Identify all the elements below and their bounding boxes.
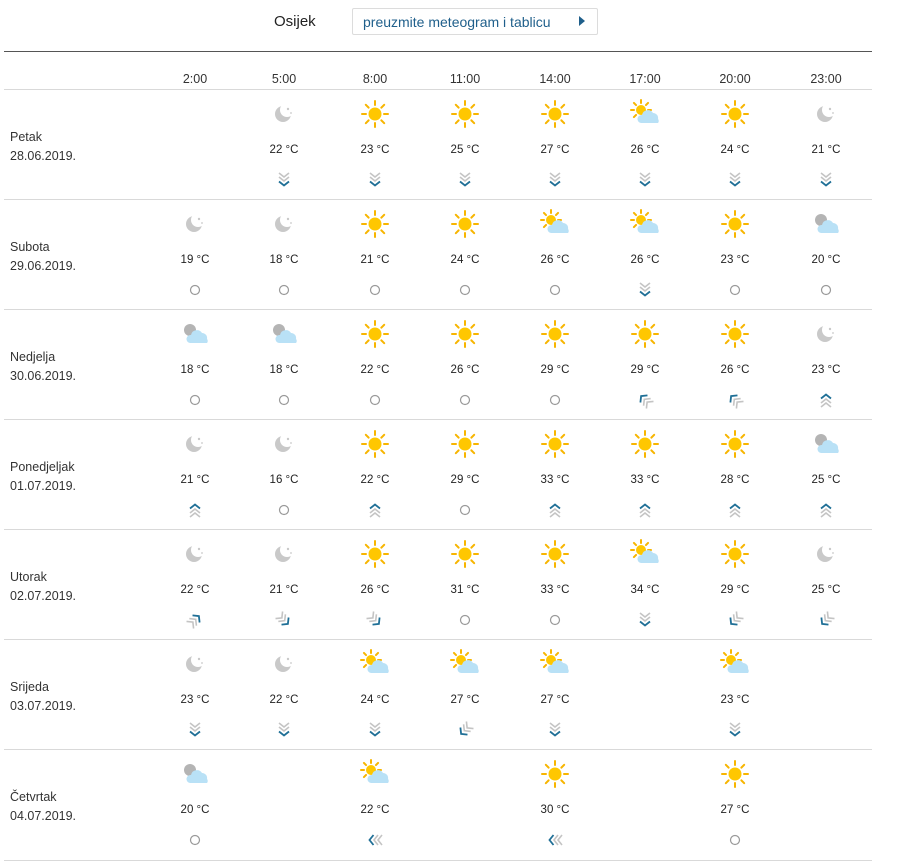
- calm-icon: [455, 390, 475, 410]
- wind-left-icon: [365, 830, 385, 850]
- temperature: 18 °C: [269, 254, 299, 266]
- forecast-cell: [786, 200, 866, 310]
- forecast-cell: [155, 200, 235, 310]
- temperature: 25 °C: [450, 144, 480, 156]
- temperature: 33 °C: [540, 474, 570, 486]
- temperature: 18 °C: [180, 364, 210, 376]
- sun-cloud-icon: [630, 99, 660, 129]
- moon-icon: [269, 209, 299, 239]
- forecast-cell: [155, 530, 235, 640]
- forecast-cell: [605, 530, 685, 640]
- wind-down-icon: [274, 170, 294, 190]
- calm-icon: [274, 390, 294, 410]
- day-label: [10, 238, 76, 276]
- sun-icon: [540, 429, 570, 459]
- hour-label-1100: 11:00: [449, 72, 481, 86]
- temperature: 22 °C: [180, 584, 210, 596]
- sun-icon: [720, 539, 750, 569]
- forecast-cell: [786, 90, 866, 200]
- sun-cloud-icon: [450, 649, 480, 679]
- sun-cloud-icon: [360, 759, 390, 789]
- download-meteogram-button[interactable]: [352, 8, 598, 35]
- wind-down-icon: [455, 170, 475, 190]
- temperature: 29 °C: [540, 364, 570, 376]
- temperature: 27 °C: [720, 804, 750, 816]
- forecast-cell: [425, 310, 505, 420]
- temperature: 19 °C: [180, 254, 210, 266]
- calm-icon: [455, 500, 475, 520]
- moon-cloud-icon: [811, 429, 841, 459]
- forecast-cell: [425, 200, 505, 310]
- calm-icon: [725, 280, 745, 300]
- wind-down-icon: [365, 170, 385, 190]
- forecast-cell: [335, 310, 415, 420]
- moon-icon: [180, 649, 210, 679]
- sun-icon: [540, 759, 570, 789]
- day-row-2: [4, 199, 872, 310]
- wind-downleft-icon: [455, 720, 475, 740]
- temperature: 33 °C: [540, 584, 570, 596]
- sun-icon: [630, 319, 660, 349]
- day-label: [10, 568, 76, 606]
- city-name: Osijek: [274, 13, 316, 30]
- temperature: 22 °C: [269, 694, 299, 706]
- moon-cloud-icon: [811, 209, 841, 239]
- forecast-cell: [335, 200, 415, 310]
- wind-up-icon: [635, 500, 655, 520]
- forecast-cell: [515, 200, 595, 310]
- sun-icon: [450, 99, 480, 129]
- wind-downleft-icon: [816, 610, 836, 630]
- temperature: 28 °C: [720, 474, 750, 486]
- temperature: 20 °C: [811, 254, 841, 266]
- forecast-cell: [605, 310, 685, 420]
- sun-icon: [360, 99, 390, 129]
- forecast-cell: [515, 90, 595, 200]
- wind-down-icon: [545, 170, 565, 190]
- hour-label-800: 8:00: [362, 72, 388, 86]
- calm-icon: [274, 500, 294, 520]
- forecast-cell: [695, 640, 775, 750]
- sun-icon: [720, 759, 750, 789]
- temperature: 23 °C: [811, 364, 841, 376]
- temperature: 24 °C: [360, 694, 390, 706]
- calm-icon: [545, 390, 565, 410]
- forecast-cell: [425, 640, 505, 750]
- forecast-cell: [515, 310, 595, 420]
- forecast-cell: [155, 750, 235, 860]
- wind-upleft-icon: [635, 390, 655, 410]
- wind-down-icon: [545, 720, 565, 740]
- wind-upleft-icon: [725, 390, 745, 410]
- forecast-cell: [786, 420, 866, 530]
- wind-up-icon: [725, 500, 745, 520]
- divider: [4, 51, 872, 52]
- sun-icon: [540, 539, 570, 569]
- day-row-4: [4, 419, 872, 530]
- forecast-cell: [244, 200, 324, 310]
- sun-icon: [630, 429, 660, 459]
- day-label: [10, 128, 76, 166]
- wind-up-icon: [365, 500, 385, 520]
- forecast-cell: [155, 640, 235, 750]
- sun-icon: [720, 99, 750, 129]
- hour-header-row: [0, 72, 906, 88]
- sun-icon: [540, 99, 570, 129]
- day-label: [10, 348, 76, 386]
- wind-down-icon: [635, 170, 655, 190]
- temperature: 22 °C: [360, 364, 390, 376]
- temperature: 27 °C: [540, 144, 570, 156]
- temperature: 34 °C: [630, 584, 660, 596]
- day-name: Četvrtak: [10, 790, 57, 804]
- forecast-cell: [335, 420, 415, 530]
- temperature: 25 °C: [811, 584, 841, 596]
- sun-cloud-icon: [630, 539, 660, 569]
- forecast-cell: [695, 200, 775, 310]
- calm-icon: [274, 280, 294, 300]
- sun-cloud-icon: [630, 209, 660, 239]
- wind-up-icon: [816, 390, 836, 410]
- sun-icon: [720, 209, 750, 239]
- forecast-cell: [605, 90, 685, 200]
- sun-icon: [450, 319, 480, 349]
- hour-label-2300: 23:00: [810, 72, 842, 86]
- forecast-cell: [244, 640, 324, 750]
- sun-icon: [450, 429, 480, 459]
- calm-icon: [816, 280, 836, 300]
- day-name: Petak: [10, 130, 42, 144]
- temperature: 23 °C: [720, 254, 750, 266]
- day-date: 30.06.2019.: [10, 369, 77, 383]
- sun-cloud-icon: [720, 649, 750, 679]
- calm-icon: [185, 390, 205, 410]
- sun-icon: [540, 319, 570, 349]
- day-label: [10, 458, 76, 496]
- temperature: 23 °C: [180, 694, 210, 706]
- sun-icon: [450, 539, 480, 569]
- moon-icon: [811, 539, 841, 569]
- temperature: 23 °C: [360, 144, 390, 156]
- sun-icon: [360, 539, 390, 569]
- temperature: 29 °C: [450, 474, 480, 486]
- forecast-cell: [786, 530, 866, 640]
- sun-cloud-icon: [540, 209, 570, 239]
- hour-label-1400: 14:00: [539, 72, 571, 86]
- wind-up-icon: [545, 500, 565, 520]
- sun-icon: [720, 319, 750, 349]
- temperature: 29 °C: [720, 584, 750, 596]
- wind-upright-icon: [185, 610, 205, 630]
- sun-cloud-icon: [540, 649, 570, 679]
- temperature: 21 °C: [811, 144, 841, 156]
- wind-downright-icon: [365, 610, 385, 630]
- day-name: Nedjelja: [10, 350, 56, 364]
- calm-icon: [545, 610, 565, 630]
- calm-icon: [185, 280, 205, 300]
- day-row-1: [4, 89, 872, 200]
- temperature: 20 °C: [180, 804, 210, 816]
- forecast-cell: [515, 530, 595, 640]
- wind-down-icon: [635, 280, 655, 300]
- wind-down-icon: [635, 610, 655, 630]
- calm-icon: [545, 280, 565, 300]
- day-name: Subota: [10, 240, 50, 254]
- sun-cloud-icon: [360, 649, 390, 679]
- temperature: 31 °C: [450, 584, 480, 596]
- temperature: 21 °C: [180, 474, 210, 486]
- day-date: 28.06.2019.: [10, 149, 77, 163]
- calm-icon: [365, 390, 385, 410]
- hour-label-200: 2:00: [182, 72, 208, 86]
- calm-icon: [455, 280, 475, 300]
- day-date: 29.06.2019.: [10, 259, 77, 273]
- moon-cloud-icon: [269, 319, 299, 349]
- forecast-cell: [515, 640, 595, 750]
- temperature: 26 °C: [540, 254, 570, 266]
- play-arrow-icon: [579, 16, 585, 26]
- header: [0, 0, 906, 52]
- temperature: 24 °C: [720, 144, 750, 156]
- hour-label-2000: 20:00: [719, 72, 751, 86]
- temperature: 22 °C: [360, 474, 390, 486]
- temperature: 26 °C: [630, 254, 660, 266]
- temperature: 18 °C: [269, 364, 299, 376]
- forecast-cell: [515, 420, 595, 530]
- temperature: 22 °C: [269, 144, 299, 156]
- day-date: 02.07.2019.: [10, 589, 77, 603]
- temperature: 16 °C: [269, 474, 299, 486]
- forecast-cell: [695, 750, 775, 860]
- temperature: 26 °C: [450, 364, 480, 376]
- day-name: Srijeda: [10, 680, 49, 694]
- hour-label-500: 5:00: [271, 72, 297, 86]
- forecast-cell: [155, 420, 235, 530]
- temperature: 22 °C: [360, 804, 390, 816]
- wind-down-icon: [185, 720, 205, 740]
- day-row-3: [4, 309, 872, 420]
- download-button-label: preuzmite meteogram i tablicu: [363, 13, 551, 30]
- forecast-cell: [425, 420, 505, 530]
- wind-down-icon: [725, 720, 745, 740]
- temperature: 21 °C: [269, 584, 299, 596]
- moon-icon: [811, 99, 841, 129]
- wind-up-icon: [816, 500, 836, 520]
- day-label: [10, 788, 76, 826]
- forecast-cell: [244, 420, 324, 530]
- forecast-cell: [155, 310, 235, 420]
- forecast-cell: [244, 310, 324, 420]
- wind-down-icon: [725, 170, 745, 190]
- forecast-cell: [244, 90, 324, 200]
- sun-icon: [360, 209, 390, 239]
- calm-icon: [185, 830, 205, 850]
- wind-down-icon: [274, 720, 294, 740]
- day-row-5: [4, 529, 872, 640]
- forecast-cell: [335, 640, 415, 750]
- wind-up-icon: [185, 500, 205, 520]
- forecast-cell: [605, 200, 685, 310]
- forecast-cell: [335, 750, 415, 860]
- temperature: 25 °C: [811, 474, 841, 486]
- day-name: Utorak: [10, 570, 47, 584]
- moon-icon: [180, 429, 210, 459]
- temperature: 27 °C: [450, 694, 480, 706]
- forecast-cell: [335, 90, 415, 200]
- calm-icon: [725, 830, 745, 850]
- day-name: Ponedjeljak: [10, 460, 75, 474]
- moon-icon: [180, 539, 210, 569]
- sun-icon: [450, 209, 480, 239]
- temperature: 27 °C: [540, 694, 570, 706]
- temperature: 24 °C: [450, 254, 480, 266]
- wind-down-icon: [816, 170, 836, 190]
- temperature: 30 °C: [540, 804, 570, 816]
- day-date: 01.07.2019.: [10, 479, 77, 493]
- moon-cloud-icon: [180, 319, 210, 349]
- wind-downright-icon: [274, 610, 294, 630]
- temperature: 23 °C: [720, 694, 750, 706]
- forecast-cell: [786, 310, 866, 420]
- temperature: 21 °C: [360, 254, 390, 266]
- temperature: 26 °C: [630, 144, 660, 156]
- sun-icon: [720, 429, 750, 459]
- moon-cloud-icon: [180, 759, 210, 789]
- sun-icon: [360, 319, 390, 349]
- forecast-cell: [515, 750, 595, 860]
- temperature: 29 °C: [630, 364, 660, 376]
- forecast-cell: [335, 530, 415, 640]
- forecast-cell: [695, 310, 775, 420]
- moon-icon: [269, 539, 299, 569]
- forecast-cell: [425, 90, 505, 200]
- moon-icon: [269, 649, 299, 679]
- moon-icon: [180, 209, 210, 239]
- forecast-cell: [244, 530, 324, 640]
- moon-icon: [269, 99, 299, 129]
- day-label: [10, 678, 76, 716]
- day-date: 03.07.2019.: [10, 699, 77, 713]
- forecast-cell: [425, 530, 505, 640]
- day-row-7: [4, 749, 872, 861]
- hour-label-1700: 17:00: [629, 72, 661, 86]
- temperature: 26 °C: [720, 364, 750, 376]
- forecast-cell: [695, 90, 775, 200]
- wind-down-icon: [365, 720, 385, 740]
- calm-icon: [365, 280, 385, 300]
- sun-icon: [360, 429, 390, 459]
- temperature: 33 °C: [630, 474, 660, 486]
- temperature: 26 °C: [360, 584, 390, 596]
- day-date: 04.07.2019.: [10, 809, 77, 823]
- calm-icon: [455, 610, 475, 630]
- forecast-cell: [605, 420, 685, 530]
- wind-left-icon: [545, 830, 565, 850]
- moon-icon: [269, 429, 299, 459]
- moon-icon: [811, 319, 841, 349]
- forecast-cell: [695, 420, 775, 530]
- forecast-cell: [695, 530, 775, 640]
- wind-downleft-icon: [725, 610, 745, 630]
- day-row-6: [4, 639, 872, 750]
